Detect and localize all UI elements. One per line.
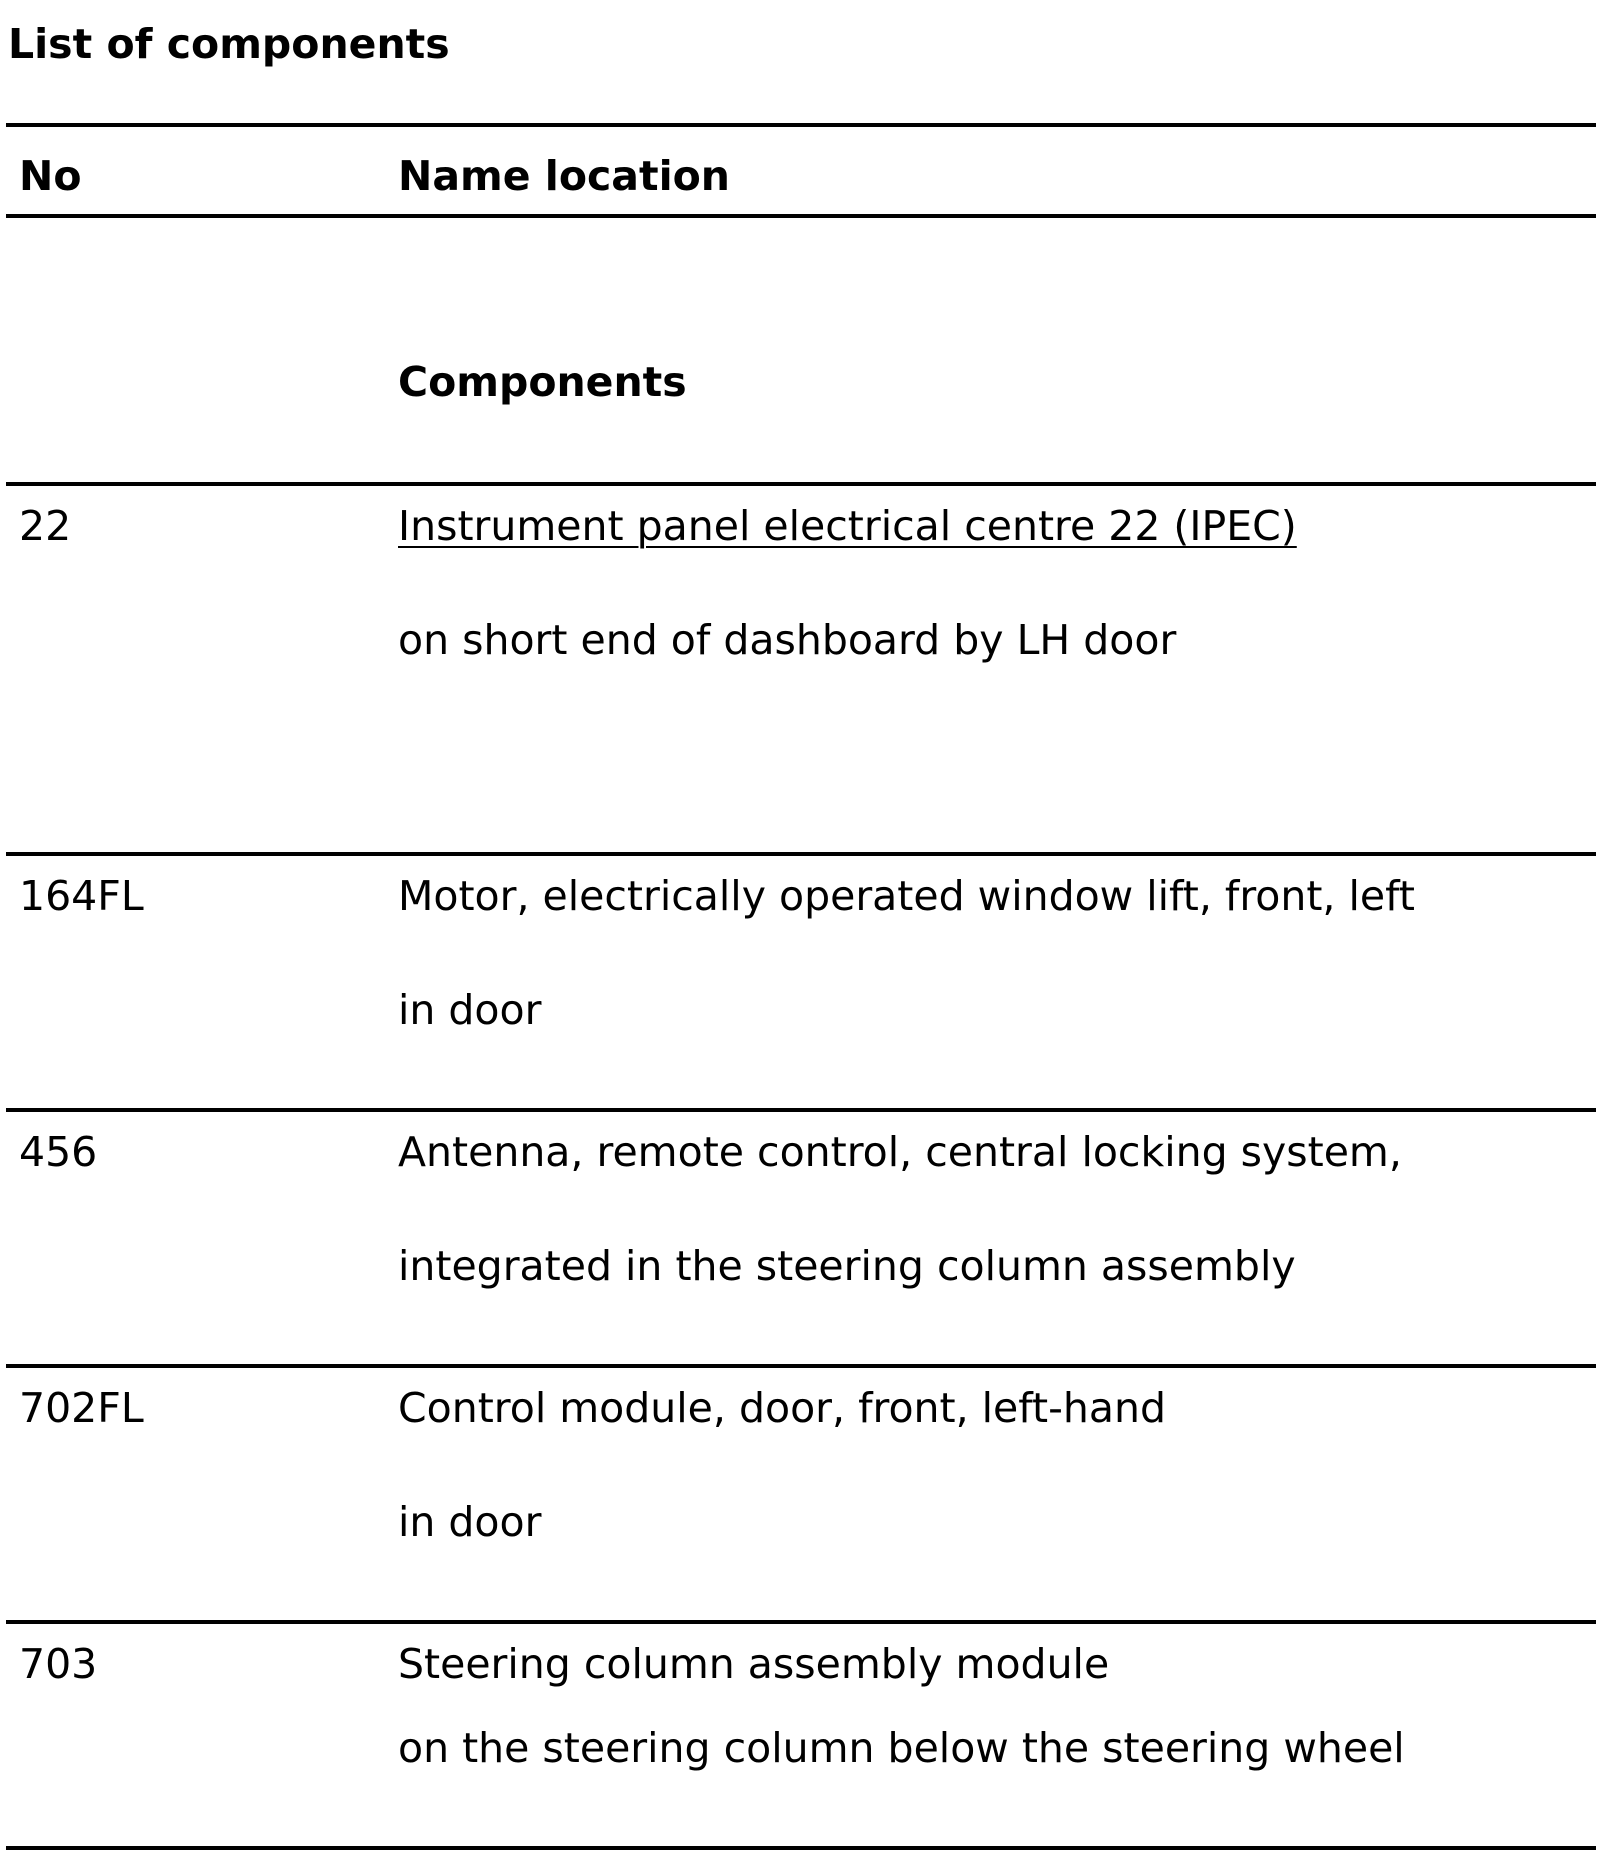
row-number: 456 — [19, 1128, 98, 1176]
row-location: in door — [398, 1498, 542, 1546]
column-header-no: No — [19, 152, 82, 200]
table-bottom-rule — [6, 1846, 1596, 1850]
row-name: Motor, electrically operated window lift, front, left — [398, 872, 1415, 920]
row-name: Control module, door, front, left-hand — [398, 1384, 1166, 1432]
row-number: 164FL — [19, 872, 144, 920]
row-divider — [6, 1620, 1596, 1624]
row-divider — [6, 1108, 1596, 1112]
row-name-link[interactable]: Instrument panel electrical centre 22 (IPEC) — [398, 502, 1297, 550]
row-location: on short end of dashboard by LH door — [398, 616, 1177, 664]
row-divider — [6, 482, 1596, 486]
header-bottom-rule — [6, 214, 1596, 218]
column-header-name-location: Name location — [398, 152, 730, 200]
section-heading: Components — [398, 358, 687, 406]
row-divider — [6, 1364, 1596, 1368]
row-number: 702FL — [19, 1384, 144, 1432]
table-top-rule — [6, 123, 1596, 127]
row-divider — [6, 852, 1596, 856]
page-title: List of components — [8, 20, 450, 68]
row-name: Steering column assembly module — [398, 1640, 1110, 1688]
row-location: in door — [398, 986, 542, 1034]
row-number: 22 — [19, 502, 72, 550]
row-location: integrated in the steering column assembly — [398, 1242, 1296, 1290]
row-name: Antenna, remote control, central locking system, — [398, 1128, 1402, 1176]
row-location: on the steering column below the steering wheel — [398, 1724, 1405, 1772]
row-number: 703 — [19, 1640, 98, 1688]
